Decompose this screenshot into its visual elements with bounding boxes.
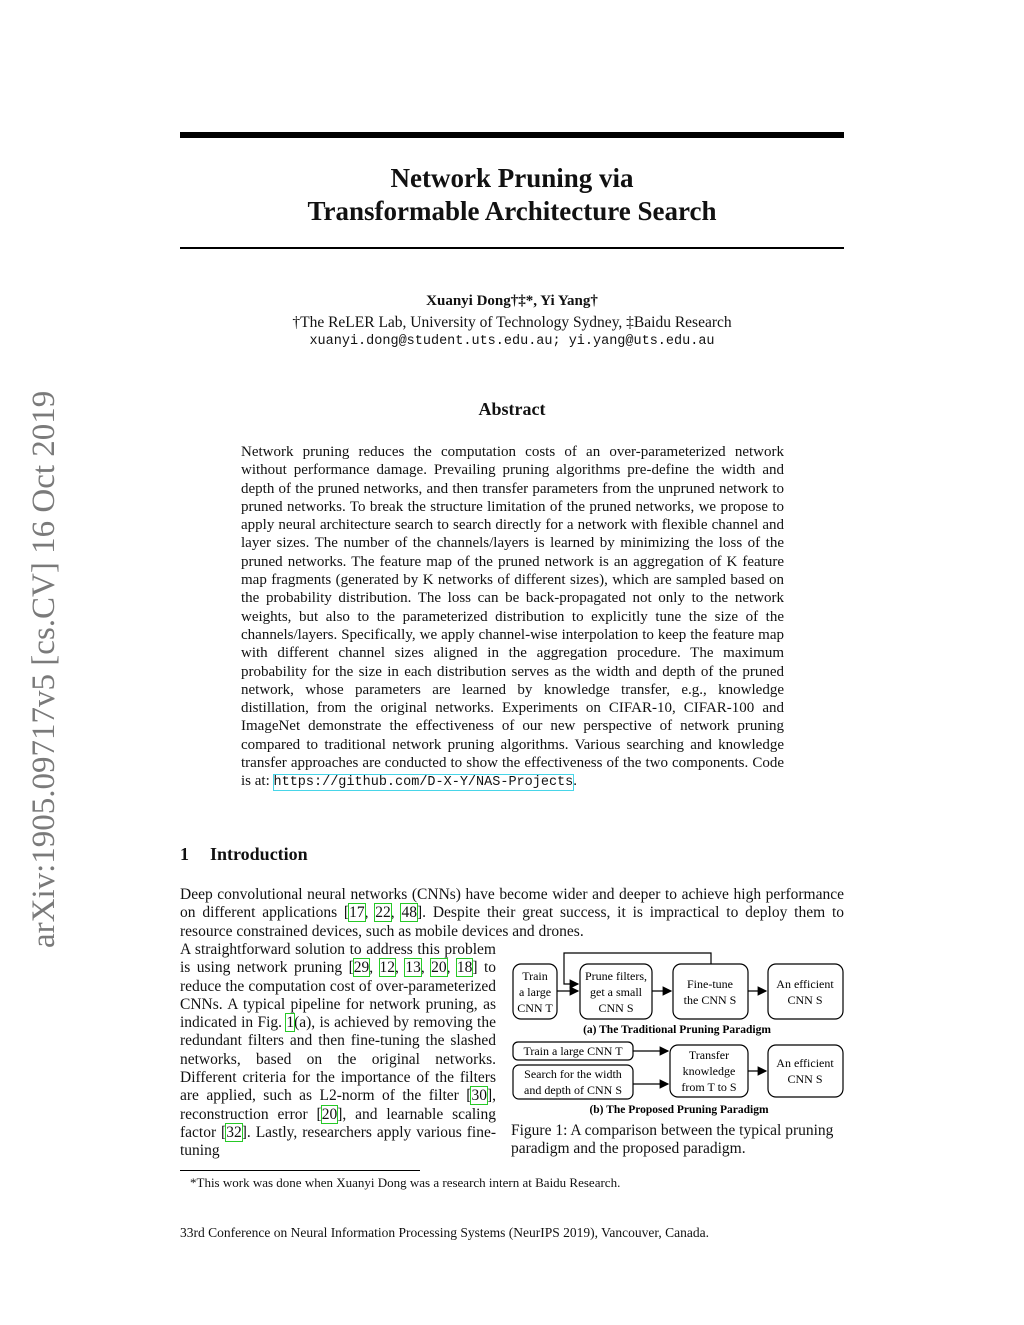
fig-text: Fine-tune [687, 977, 733, 991]
subfig-a-caption: (a) The Traditional Pruning Paradigm [583, 1024, 771, 1036]
fig-text: An efficient [776, 1056, 834, 1070]
fig-text: Train [522, 969, 548, 983]
section-heading-introduction [180, 844, 308, 865]
abstract-text: Network pruning reduces the computation costs of an over-parameterized network without performance damage. Prevailing pruning algorithms pre-define the width and depth of the pruned networks, and then transfer parameters from the unpruned network to pruned networks. To break the structure limitation of the pruned networks, we propose to apply neural architecture search to search directly for a network with flexible channel and layer sizes. The number of the channels/layers is learned by minimizing the loss of the pruned networks. The feature map of the pruned network is an aggregation of K feature map fragments (generated by K networks of different sizes), which are sampled based on the probability distribution. The loss can be back-propagated not only to the network weights, but also to the parameterized distribution to explicitly tune the size of the channels/layers. Specifically, we apply channel-wise interpolation to keep the feature map with different channel sizes aligned in the aggregation procedure. The maximum probability for the size in each distribution serves as the width and depth of the pruned network, whose parameters are learned by knowledge transfer, e.g., knowledge distillation, from the original networks. Experiments on CIFAR-10, CIFAR-100 and ImageNet demonstrate the effectiveness of our new perspective of network pruning compared to traditional network pruning algorithms. Various searching and knowledge transfer approaches are conducted to show the effectiveness of the two components. Code is at: [241, 444, 784, 790]
intro-text: ]. Lastly, researchers apply various fine-tuning [180, 1123, 497, 1160]
intro-paragraph-1: Deep convolutional neural networks (CNNs) have become wider and deeper to achieve high performance on different applications [17, 22, 48]. Despite their great success, it is impractical to deploy them to resource constrained devices, such as mobile devices and drones. [180, 886, 845, 940]
paper-title [180, 162, 844, 228]
fig-text: An efficient [776, 977, 834, 991]
box-efficient-cnn-b [768, 1045, 843, 1097]
conference-note: 33rd Conference on Neural Information Processing Systems (NeurIPS 2019), Vancouver, Canada. [180, 1225, 709, 1240]
citation-link[interactable]: 22 [375, 904, 391, 922]
figure-1-caption: Figure 1: A comparison between the typical pruning paradigm and the proposed paradigm. [511, 1122, 834, 1157]
citation-link[interactable]: 48 [401, 904, 417, 922]
title-bottom-rule [180, 247, 844, 249]
fig-text: a large [518, 985, 552, 999]
box-efficient-cnn-a [768, 964, 843, 1019]
fig-text: Prune filters, [585, 969, 647, 983]
citation-link[interactable]: 20 [431, 959, 447, 977]
abstract-body: Network pruning reduces the computation costs of an over-parameterized network without performance damage. Prevailing pruning algorithms pre-define the width and depth of the pruned networks, and then transfer parameters from the unpruned network to pruned networks. To break the structure limitation of the pruned networks, we propose to apply neural architecture search to search directly for a network with flexible channel and layer sizes. The number of the channels/layers is learned by minimizing the loss of the pruned networks. The feature map of the pruned network is an aggregation of K feature map fragments (generated by K networks of different sizes), which are sampled based on the probability distribution. The loss can be back-propagated not only to the network weights, but also to the parameterized distribution to explicitly tune the size of the channels/layers. Specifically, we apply channel-wise interpolation to keep the feature map with different channel sizes aligned in the aggregation procedure. The maximum probability for the size in each distribution serves as the width and depth of the pruned network, whose parameters are learned by knowledge transfer, e.g., knowledge distillation, from the original networks. Experiments on CIFAR-10, CIFAR-100 and ImageNet demonstrate the effectiveness of our new perspective of network pruning compared to traditional network pruning algorithms. Various searching and knowledge transfer approaches are conducted to show the effectiveness of the two components. Code is at: https://github.com/D-X-Y/NAS-Projects. [241, 444, 784, 791]
footnote-rule [180, 1170, 420, 1171]
fig-text: Transfer [688, 1048, 730, 1062]
code-link[interactable]: https://github.com/D-X-Y/NAS-Projects [273, 775, 574, 791]
citation-link[interactable]: 20 [321, 1105, 338, 1123]
citation-link[interactable]: 30 [471, 1087, 487, 1105]
citation-link[interactable]: 12 [379, 959, 396, 977]
intro-text: ]. Despite their great success, it is impractical to deploy them to resource constrained devices, such as mobile devices and drones. [180, 904, 845, 940]
affiliation: †The ReLER Lab, University of Technology Sydney, ‡Baidu Research [292, 314, 732, 331]
intro-paragraph-2: A straightforward solution to address this problem is using network pruning [29, 12, 13, 20, 18] to reduce the computation cost of over-parameterized CNNs. A typical pipeline for network pruning, as indicated in Fig. 1(a), is achieved by removing the redundant filters and then fine-tuning the slashed networks, based on the original networks. Different criteria for the importance of the filters are applied, such as L2-norm of the filter [30], reconstruction error [20], and learnable scaling factor [32]. Lastly, researchers apply various fine-tuning [180, 941, 497, 1160]
footnote: *This work was done when Xuanyi Dong was a research intern at Baidu Research. [190, 1175, 621, 1190]
section-number: 1 [180, 844, 189, 864]
intro-text: ], and learnable scaling factor [ [180, 1105, 496, 1141]
fig-text: from T to S [681, 1080, 737, 1094]
section-title: Introduction [210, 844, 308, 864]
fig-text: knowledge [682, 1064, 736, 1078]
citation-link[interactable]: 17 [349, 904, 365, 922]
arxiv-id-text: arXiv:1905.09717v5 [cs.CV] 16 Oct 2019 [26, 390, 62, 948]
fig-text: Search for the width [524, 1067, 622, 1081]
citation-link[interactable]: 32 [226, 1123, 242, 1141]
fig-text: CNN T [517, 1001, 553, 1015]
intro-text: ] to reduce the computation cost of over-parameterized CNNs. A typical pipeline for network pruning, as indicated in Fig. [180, 959, 497, 1032]
figure-ref-link[interactable]: 1 [286, 1014, 295, 1032]
box-fine-tune [673, 964, 748, 1019]
author-list: Xuanyi Dong†‡*, Yi Yang† [426, 293, 598, 309]
fig-text: Train a large CNN T [523, 1044, 623, 1058]
citation-link[interactable]: 29 [353, 959, 370, 977]
fig-text: CNN S [598, 1001, 634, 1015]
intro-text: ], reconstruction error [ [180, 1087, 496, 1123]
fig-text: and depth of CNN S [524, 1083, 622, 1097]
title-line-2: Transformable Architecture Search [307, 196, 717, 226]
citation-link[interactable]: 18 [456, 959, 473, 977]
fig-text: get a small [590, 985, 642, 999]
fig-text: CNN S [787, 1072, 823, 1086]
title-top-rule [180, 132, 844, 138]
citation-link[interactable]: 13 [405, 959, 421, 977]
intro-text: (a), is achieved by removing the redundant filters and then fine-tuning the slashed networks, based on the original networks. Different criteria for the importance of the filters are applied, such as L2-norm of the filter [ [180, 1014, 496, 1105]
fig-text: CNN S [787, 993, 823, 1007]
author-emails: xuanyi.dong@student.uts.edu.au; yi.yang@uts.edu.au [309, 334, 715, 349]
title-line-1: Network Pruning via [390, 163, 634, 193]
abstract-heading: Abstract [478, 399, 546, 419]
fig-text: the CNN S [683, 993, 737, 1007]
subfig-b-caption: (b) The Proposed Pruning Paradigm [589, 1104, 769, 1116]
intro-text: Deep convolutional neural networks (CNNs) have become wider and deeper to achieve high performance on different applications [ [180, 886, 844, 922]
intro-text: A straightforward solution to address this problem is using network pruning [ [180, 941, 496, 977]
